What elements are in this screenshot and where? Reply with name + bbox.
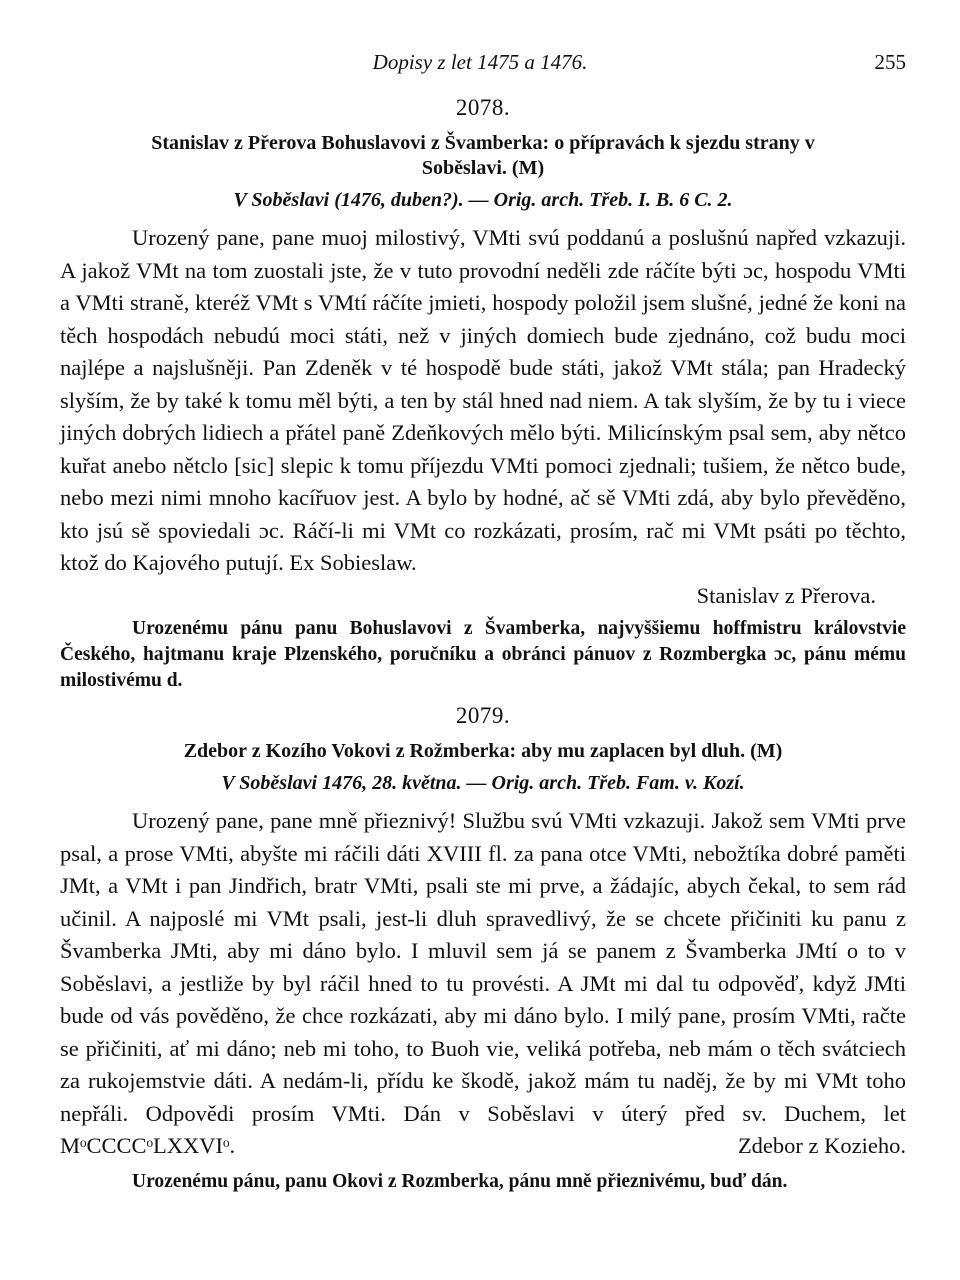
- letter-source: V Soběslavi (1476, duben?). — Orig. arch. Třeb. I. B. 6 C. 2.: [233, 189, 733, 211]
- letter-signature: Stanislav z Přerova.: [696, 582, 876, 608]
- running-title: Dopisy z let 1475 a 1476.: [372, 50, 588, 74]
- letter-body-text: Urozený pane, pane mně přieznivý! Službu svú VMti vzkazuji. Jakož sem VMti prve psal, a prose VMti, abyšte mi ráčili dáti XVIII fl. za pana otce VMti, nebožtíka dobré paměti JMt, a VMt i pan Jindřich, bratr VMti, psali ste mi prve, a žádajíc, abych čekal, to sem rád učinil. A najposlé mi VMt psali, jest-li dluh spravedlivý, že se chcete přičiniti ku panu z Švamberka JMti, aby mi dáno bylo. I mluvil sem já se panem z Švamberka JMtí o to v Soběslavi, a jestliže by byl ráčil hned to tu provésti. A JMt mi dal tu odpověď, když JMti bude od vás pověděno, že chce rozkázati, aby mi dáno bylo. I milý pane, prosím VMti, račte se přičiniti, ať mi dáno; neb mi toho, to Buoh vie, veliká potřeba, neb mám o těch svátciech za rukojemstvie dáti. A nedám-li, přídu ke škodě, jakož mám tu naděj, že by mi VMt toho nepřáli. Odpovědi prosím VMti. Dán v Soběslavi v úterý před sv. Duchem, let MᵒCCCCᵒLXXVIᵒ.: [60, 808, 906, 1158]
- letter-address: Urozenému pánu, panu Okovi z Rozmberka, pánu mně přieznivému, buď dán.: [132, 1170, 788, 1192]
- letter-body: Urozený pane, pane muoj milostivý, VMti svú poddanú a poslušnú napřed vzkazuji. A jakož VMt na tom zuostali jste, že v tuto provodní neděli zde ráčíte býti ɔc, hospodu VMti a VMti straně, kteréž VMt s VMtí ráčíte jmieti, hospody položil jsem slušné, jedné že koni na těch hospodách nebudú moci státi, než v jiných domiech bude zjednáno, což budu moci najlépe a najslušněji. Pan Zdeněk v té hospodě bude státi, jakož VMt stála; pan Hradecký slyším, že by také k tomu měl býti, a ten by stál hned nad niem. A tak slyším, že by tu i viece jiných dobrých lidiech a přátel paně Zdeňkových mělo býti. Milicínským psal sem, aby nětco kuřat anebo nětclo [sic] slepic k tomu příjezdu VMti pomoci zjednali; tušiem, že nětco bude, nebo mezi nimi mnoho kacířuov jest. A bylo by hodné, ač sě VMti zdá, aby bylo převěděno, kto jsú sě spoviedali ɔc. Ráčí-li mi VMt co rozkázati, prosím, rač mi VMt psáti po těchto, ktož do Kajového putují. Ex Sobieslaw.: [60, 225, 906, 575]
- letter-number: 2078.: [455, 95, 511, 120]
- letter-body: [60, 805, 906, 1163]
- letter-heading: Stanislav z Přerova Bohuslavovi z Švamberka: o přípravách k sjezdu strany v Soběslavi. (M): [151, 132, 815, 179]
- letter-2079: [60, 703, 906, 1195]
- letter-heading: Zdebor z Kozího Vokovi z Rožmberka: aby mu zaplacen byl dluh. (M): [183, 740, 783, 762]
- letter-number: 2079.: [455, 703, 511, 728]
- running-header: [0, 50, 960, 80]
- letter-source: V Soběslavi 1476, 28. května. — Orig. arch. Třeb. Fam. v. Kozí.: [221, 772, 745, 794]
- letter-2078: [60, 95, 906, 694]
- page-number: 255: [874, 50, 906, 74]
- letter-signature: Zdebor z Kozieho.: [737, 1133, 906, 1158]
- letter-address: Urozenému pánu panu Bohuslavovi z Švamberka, najvyššiemu hoffmistru královstvie Českého, hajtmanu kraje Plzenského, poručníku a obránci pánuov z Rozmbergka ɔc, pánu mému milostivému d.: [60, 617, 906, 691]
